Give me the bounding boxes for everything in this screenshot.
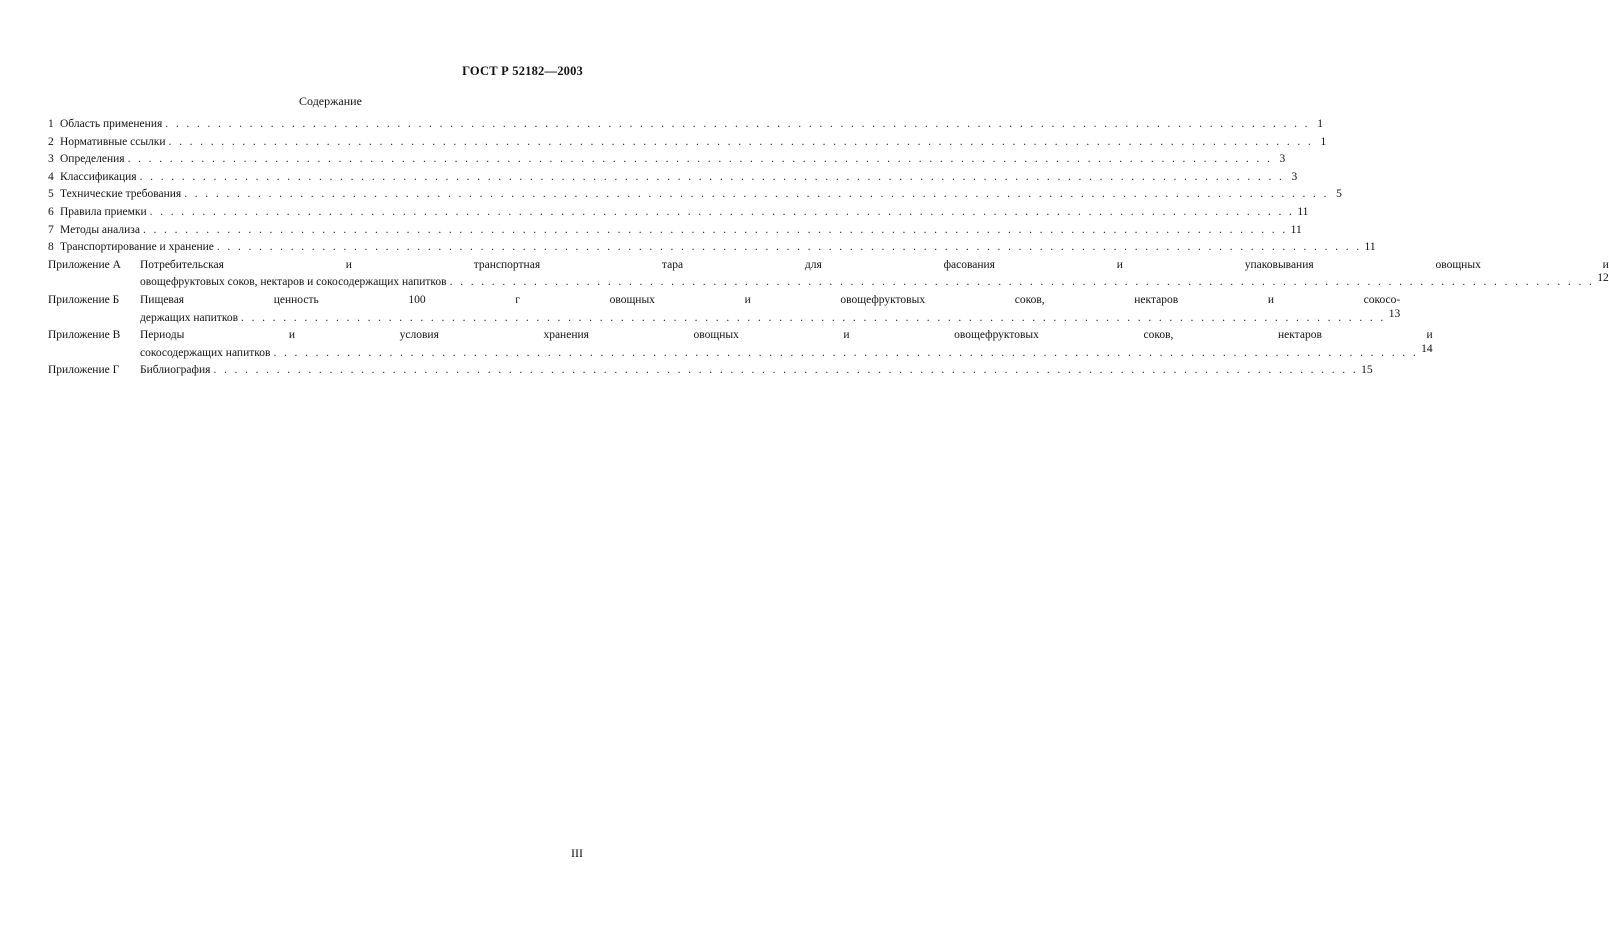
toc-entry-number: 2 (48, 135, 54, 148)
toc-entry-page: 14 (1421, 342, 1433, 355)
toc-entry[interactable] (48, 239, 1376, 257)
toc-entry-page: 3 (1291, 170, 1298, 183)
toc-entry-title: Правила приемки (60, 205, 147, 218)
appendix-title-line: Потребительская и транспортная тара для фасования и упаковывания овощных и (140, 258, 1609, 271)
toc-entry-page: 11 (1297, 205, 1309, 218)
toc-entry[interactable] (48, 116, 1323, 134)
page-number: III (571, 846, 583, 860)
toc-entry-page: 3 (1279, 153, 1286, 166)
document-code: ГОСТ Р 52182—2003 (462, 64, 583, 78)
dot-leader (128, 151, 1273, 169)
appendix-label: Приложение В (48, 329, 121, 342)
appendix-label: Приложение Б (48, 293, 120, 306)
toc-entry-title: Методы анализа (60, 223, 140, 236)
toc-entry[interactable] (48, 151, 1286, 169)
toc-entry[interactable] (48, 134, 1327, 152)
toc-entry[interactable] (48, 186, 1342, 204)
toc-appendix-entry[interactable] (48, 257, 1609, 292)
toc-entry-number: 4 (48, 170, 54, 183)
toc-entry-page: 1 (1317, 118, 1323, 130)
toc-entry-page: 15 (1361, 364, 1373, 377)
dot-leader (150, 204, 1295, 222)
toc-appendix-entry[interactable] (48, 292, 1401, 327)
toc-entry-page: 12 (1597, 272, 1609, 285)
dot-leader (165, 116, 1310, 134)
dot-leader (241, 310, 1386, 328)
appendix-label: Приложение Г (48, 364, 120, 377)
toc-title: Содержание (299, 94, 362, 108)
dot-leader (213, 362, 1358, 380)
toc-entry-number: 1 (48, 118, 54, 130)
appendix-title-line: овощефруктовых соков, нектаров и сокосодержащих напитков (140, 276, 447, 289)
toc-entry[interactable] (48, 169, 1298, 187)
dot-leader (450, 274, 1595, 292)
toc-entry-number: 5 (48, 188, 54, 201)
toc-entry-title: Область применения (60, 118, 163, 130)
toc-entry-number: 7 (48, 223, 54, 236)
appendix-title-line: сокосодержащих напитков (140, 346, 271, 359)
dot-leader (143, 222, 1288, 240)
toc-entry-title: Определения (60, 153, 125, 166)
toc-entry-number: 3 (48, 153, 54, 166)
toc-entry-title: Классификация (60, 170, 137, 183)
appendix-title-line: Библиография (140, 364, 211, 377)
dot-leader (273, 345, 1418, 363)
toc-entry-title: Нормативные ссылки (60, 135, 166, 148)
toc-entry-number: 6 (48, 205, 54, 218)
toc-entry[interactable] (48, 204, 1309, 222)
toc-entry-page: 1 (1320, 135, 1327, 148)
appendix-title-line: Периоды и условия хранения овощных и овощефруктовых соков, нектаров и (140, 329, 1433, 342)
dot-leader (217, 239, 1362, 257)
toc-entry-page: 11 (1364, 241, 1376, 254)
appendix-label: Приложение А (48, 258, 121, 271)
toc-entry-title: Технические требования (60, 188, 182, 201)
appendix-title-line: держащих напитков (140, 311, 239, 324)
toc-entry-page: 13 (1388, 307, 1401, 320)
dot-leader (140, 169, 1285, 187)
toc-entry-number: 8 (48, 241, 54, 254)
toc-entry-page: 11 (1290, 223, 1302, 236)
toc-appendix-entry[interactable] (48, 327, 1433, 362)
toc-entry-page: 5 (1336, 188, 1342, 201)
toc-entry-title: Транспортирование и хранение (60, 241, 214, 254)
dot-leader (169, 134, 1314, 152)
toc-appendix-entry[interactable] (48, 362, 1373, 380)
dot-leader (184, 186, 1329, 204)
appendix-title-line: Пищевая ценность 100 г овощных и овощефруктовых соков, нектаров и сокосо- (140, 293, 1401, 306)
table-of-contents (48, 116, 1609, 380)
toc-entry[interactable] (48, 222, 1302, 240)
